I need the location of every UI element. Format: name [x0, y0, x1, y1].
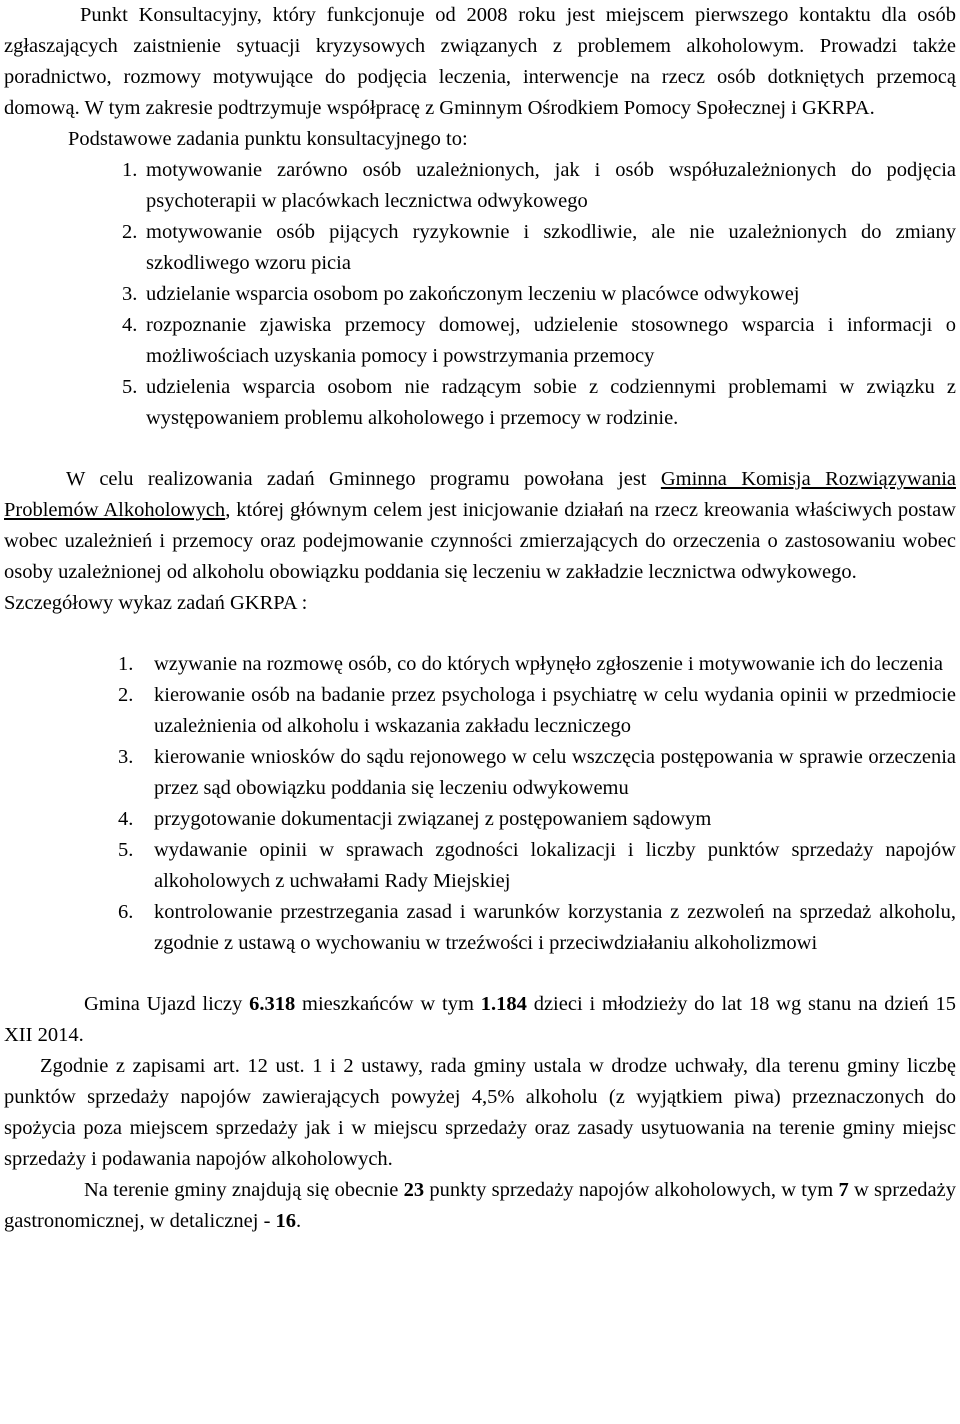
list-item-text: kierowanie osób na badanie przez psychologa i psychiatrę w celu wydania opinii w przedmiocie uzależnienia od alkoholu i wskazania zakładu leczniczego [154, 684, 956, 737]
document-page [4, 0, 956, 1237]
residents-count: 6.318 [249, 993, 296, 1015]
list-item [118, 649, 956, 680]
list-item-text: wydawanie opinii w sprawach zgodności lokalizacji i liczby punktów sprzedaży napojów alkoholowych z uchwałami Rady Miejskiej [154, 839, 956, 892]
commission-text-after: , której głównym celem jest inicjowanie działań na rzecz kreowania właściwych postaw wobec uzależnień i przemocy oraz podejmowanie czynności zmierzających do orzeczenia o zastosowaniu wobec osoby uzależnionej od alkoholu obowiązku poddania się leczeniu w zakładzie lecznictwa odwykowego. [4, 499, 956, 583]
law-paragraph: Zgodnie z zapisami art. 12 ust. 1 i 2 ustawy, rada gminy ustala w drodze uchwały, dla terenu gminy liczbę punktów sprzedaży napojów zawierających powyżej 4,5% alkoholu (z wyjątkiem piwa) przeznaczonych do spożycia poza miejscem sprzedaży jak i w miejscu sprzedaży oraz zasady usytuowania na terenie gminy miejsc sprzedaży i podawania napojów alkoholowych. [4, 1055, 956, 1170]
list-item-number: 1. [118, 653, 134, 675]
list-item-text: udzielenia wsparcia osobom nie radzącym sobie z codziennymi problemami w związku z występowaniem problemu alkoholowego i przemocy w rodzinie. [146, 376, 956, 429]
list-item-number: 5. [122, 376, 138, 398]
list-item-text: rozpoznanie zjawiska przemocy domowej, udzielenie stosownego wsparcia i informacji o możliwościach uzyskania pomocy i powstrzymania przemocy [146, 314, 956, 367]
population-text: dzieci i młodzieży do lat 18 wg stanu na dzień 15 XII 2014. [4, 993, 957, 1046]
list-item [122, 372, 956, 434]
outlets-text: w sprzedaży gastronomicznej, w detalicznej - [4, 1179, 956, 1232]
outlets-text: . [296, 1210, 302, 1232]
list-item-text: motywowanie zarówno osób uzależnionych, jak i osób współuzależnionych do podjęcia psychoterapii w placówkach lecznictwa odwykowego [146, 159, 956, 212]
list1-heading: Podstawowe zadania punktu konsultacyjnego to: [68, 128, 468, 150]
consultation-tasks-list [4, 155, 956, 434]
population-text: Gmina Ujazd liczy [84, 993, 250, 1015]
list-item [118, 897, 956, 959]
list-item-number: 4. [122, 314, 138, 336]
gkrpa-tasks-list [4, 649, 956, 959]
commission-name: Gminna Komisja Rozwiązywania Problemów Alkoholowych [4, 468, 956, 521]
list-item [118, 680, 956, 742]
list-item [122, 155, 956, 217]
list-item-text: udzielanie wsparcia osobom po zakończonym leczeniu w placówce odwykowej [146, 283, 800, 305]
list-item [122, 310, 956, 372]
commission-text-before: W celu realizowania zadań Gminnego programu powołana jest [66, 468, 661, 490]
outlets-total: 23 [403, 1179, 425, 1201]
list-item [118, 742, 956, 804]
list-item-text: kierowanie wniosków do sądu rejonowego w celu wszczęcia postępowania w sprawie orzeczenia przez sąd obowiązku poddania się leczeniu odwykowemu [154, 746, 956, 799]
list-item-number: 3. [122, 283, 138, 305]
outlets-text: punkty sprzedaży napojów alkoholowych, w tym [424, 1179, 839, 1201]
list-item-text: kontrolowanie przestrzegania zasad i warunków korzystania z zezwoleń na sprzedaż alkoholu, zgodnie z ustawą o wychowaniu w trzeźwości i przeciwdziałaniu alkoholizmowi [154, 901, 956, 954]
list-item [122, 279, 956, 310]
list-item [118, 835, 956, 897]
list-item [118, 804, 956, 835]
list-item [122, 217, 956, 279]
list-item-number: 1. [122, 159, 138, 181]
list-item-text: wzywanie na rozmowę osób, co do których wpłynęło zgłoszenie i motywowanie ich do leczenia [154, 653, 943, 675]
list-item-number: 3. [118, 746, 134, 768]
list-item-number: 2. [122, 221, 138, 243]
outlets-paragraph [4, 1175, 956, 1237]
list-item-number: 2. [118, 684, 134, 706]
list-item-number: 5. [118, 839, 134, 861]
list-item-number: 6. [118, 901, 134, 923]
outlets-retail: 16 [275, 1210, 297, 1232]
list2-heading: Szczegółowy wykaz zadań GKRPA : [4, 592, 308, 614]
population-text: mieszkańców w tym [295, 993, 481, 1015]
commission-paragraph [4, 464, 956, 588]
youth-count: 1.184 [480, 993, 527, 1015]
outlets-gastro: 7 [838, 1179, 849, 1201]
list-item-text: przygotowanie dokumentacji związanej z postępowaniem sądowym [154, 808, 712, 830]
intro-paragraph: Punkt Konsultacyjny, który funkcjonuje od 2008 roku jest miejscem pierwszego kontaktu dla osób zgłaszających zaistnienie sytuacji kryzysowych związanych z problemem alkoholowym. Prowadzi także poradnictwo, rozmowy motywujące do podjęcia leczenia, interwencje na rzecz osób dotkniętych przemocą domową. W tym zakresie podtrzymuje współpracę z Gminnym Ośrodkiem Pomocy Społecznej i GKRPA. [4, 4, 956, 119]
list-item-number: 4. [118, 808, 134, 830]
list-item-text: motywowanie osób pijących ryzykownie i szkodliwie, ale nie uzależnionych do zmiany szkodliwego wzoru picia [146, 221, 956, 274]
population-paragraph [4, 989, 956, 1051]
outlets-text: Na terenie gminy znajdują się obecnie [84, 1179, 404, 1201]
